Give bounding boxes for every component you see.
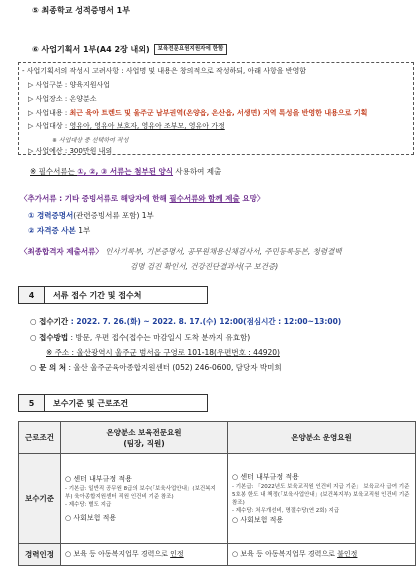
plan-row-budget: ▷ 사업예산 : 300만원 내외 — [28, 147, 113, 155]
extra-item-1: ① 경력증명서(관련증빙서류 포함) 1부 — [28, 211, 154, 220]
doc-item-5: ⑤ 최종학교 성적증명서 1부 — [32, 6, 130, 15]
table-header-specialist: 온양분소 보육전문요원 (팀장, 직원) — [61, 422, 228, 454]
plan-row-target: ▷ 사업대상 : 영유아, 영유아 보호자, 영유아 조부모, 영유아 가정 — [28, 122, 225, 130]
receipt-method: ○ 접수방법 : 방문, 우편 접수(접수는 마감일시 도착 분까지 유효함) — [30, 333, 251, 342]
form-link[interactable]: ①, ②, ③ 서류는 첨부된 양식 — [77, 167, 174, 176]
doc-item-6 — [32, 44, 227, 55]
plan-intro: - 사업기획서의 작성시 고려사항 : 사업명 및 내용은 창의적으로 작성하되, 아래 사항을 반영함 — [22, 67, 307, 75]
doc-item-6-tag: 보육전문요원지원자에 한함 — [154, 44, 228, 55]
section-4-number: 4 — [18, 286, 44, 304]
section-4-title: 서류 접수 기간 및 접수처 — [44, 286, 208, 304]
section-5-header — [18, 394, 208, 412]
plan-row-type: ▷ 사업구분 : 양육지원사업 — [28, 81, 111, 89]
final-docs-line2: 검명 검진 확인서, 건강진단결과서(구 보건증) — [130, 262, 279, 271]
plan-row-place: ▷ 사업장소 : 온양분소 — [28, 95, 97, 103]
section-5-title: 보수기준 및 근로조건 — [44, 394, 208, 412]
plan-row-note: ※ 사업대상 중 선택하여 작성 — [52, 137, 129, 144]
career-specialist-cell: ○ 보육 등 아동복지업무 경력으로 인정 — [61, 544, 228, 566]
extra-docs-heading: 〈추가서류 : 기타 증빙서류로 해당자에 한해 필수서류와 함께 제출 요망〉 — [20, 194, 265, 203]
receipt-period: ○ 접수기간 : 2022. 7. 26.(화) ~ 2022. 8. 17.(수) 12:00(점심시간 : 12:00~13:00) — [30, 317, 342, 326]
pay-specialist-cell: ○ 센터 내부규정 적용 - 기본급: 일반직 공무원 8급의 보수(「보육사업안내」(보건복지부) 육아종합지원센터 직원 인건비 기준 참조) - 제수당: 별도 지급 ○ 사회보험 적용 — [61, 454, 228, 544]
pay-operator-cell: ○ 센터 내부규정 적용 - 기본급: 「2022년도 보육교직원 인건비 지급 기준」 보육교사 급여 기준 5호봉 한도 내 책정(「보육사업안내」(보건복지부) 보육교직원 인건비 기준 참조) - 제수당: 처우개선비, 명절수당(연 2회) 지급 ○ 사회보험 적용 — [228, 454, 416, 544]
pay-table — [18, 421, 416, 566]
receipt-address: ※ 주소 : 울산광역시 울주군 범서읍 구영로 101-18(우편번호 : 44920) — [46, 348, 280, 357]
plan-row-content: ▷ 사업내용 : 최근 육아 트렌드 및 울주군 남부권역(온양읍, 온산읍, 서생면) 지역 특성을 반영한 내용으로 기획 — [28, 109, 368, 117]
table-header-condition: 근로조건 — [19, 422, 61, 454]
doc-item-6-label: ⑥ 사업기획서 1부(A4 2장 내외) — [32, 45, 150, 54]
section-4-header — [18, 286, 208, 304]
table-header-operator: 온양분소 운영요원 — [228, 422, 416, 454]
final-docs: 〈최종합격자 제출서류〉 인사기록부, 기본증명서, 공무원채용신체검사서, 주민등록등본, 청렴결백 — [20, 247, 342, 256]
extra-item-2: ② 자격증 사본 1부 — [28, 226, 91, 235]
career-operator-cell: ○ 보육 등 아동복지업무 경력으로 불인정 — [228, 544, 416, 566]
row-label-pay: 보수기준 — [19, 454, 61, 544]
required-docs-notice: ※ 필수서류는 ①, ②, ③ 서류는 첨부된 양식 사용하여 제출 — [30, 167, 222, 176]
section-5-number: 5 — [18, 394, 44, 412]
receipt-contact: ○ 문 의 처 : 울산 울주군육아종합지원센터 (052) 246-0600, 담당자 박미희 — [30, 363, 282, 372]
row-label-career: 경력인정 — [19, 544, 61, 566]
